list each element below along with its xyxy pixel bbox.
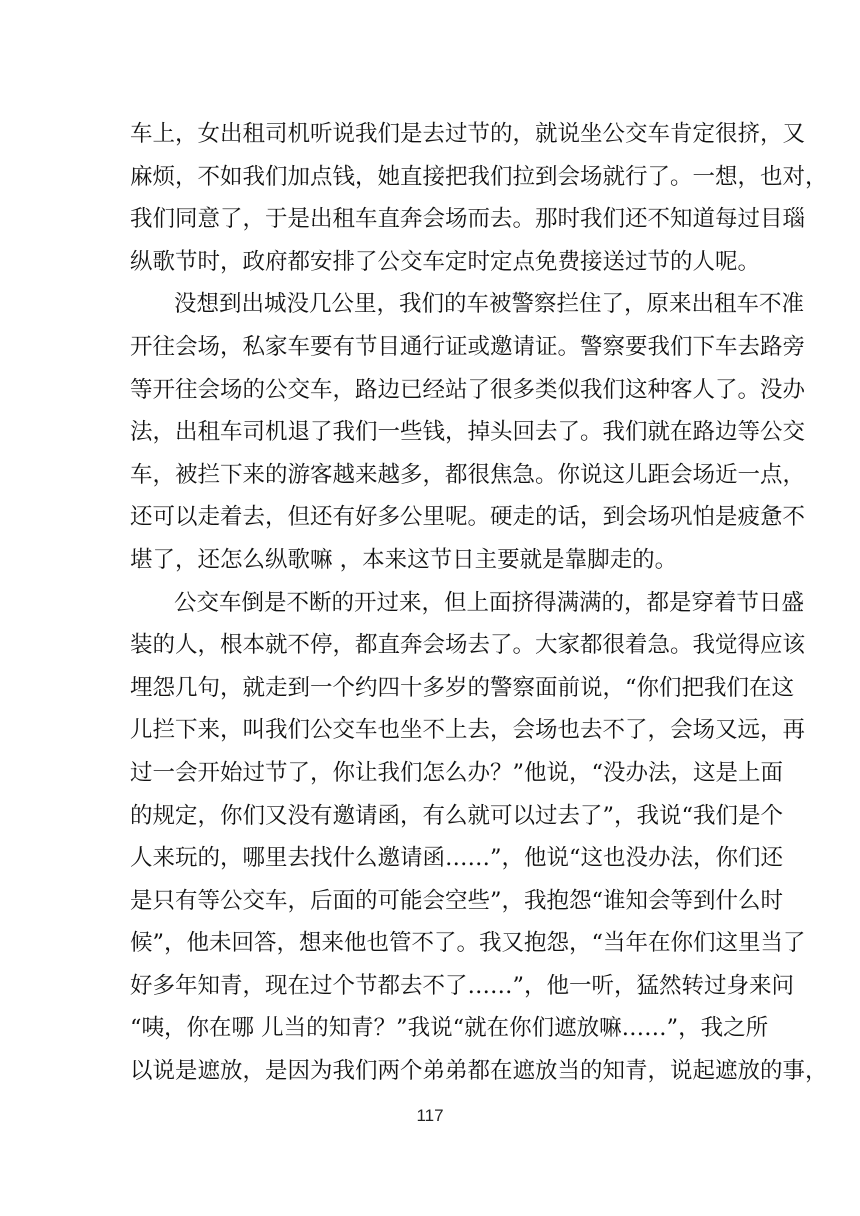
text-line: 的规定，你们又没有邀请函，有么就可以过去了”，我说“我们是个	[130, 802, 784, 829]
text-line: 还可以走着去，但还有好多公里呢。硬走的话，到会场巩怕是疲惫不	[130, 504, 806, 531]
text-line: 儿拦下来，叫我们公交车也坐不上去，会场也去不了，会场又远，再	[130, 717, 806, 744]
text-line: 麻烦，不如我们加点钱，她直接把我们拉到会场就行了。一想，也对，	[130, 163, 828, 190]
text-line: 人来玩的，哪里去找什么邀请函……”，他说“这也没办法，你们还	[130, 845, 784, 872]
text-line: 装的人，根本就不停，都直奔会场去了。大家都很着急。我觉得应该	[130, 632, 806, 659]
text-line: 是只有等公交车，后面的可能会空些”，我抱怨“谁知会等到什么时	[130, 887, 784, 914]
text-line: 纵歌节时，政府都安排了公交车定时定点免费接送过节的人呢。	[130, 248, 761, 275]
text-line: 等开往会场的公交车，路边已经站了很多类似我们这种客人了。没办	[130, 376, 806, 403]
text-line: 过一会开始过节了，你让我们怎么办？”他说，“没办法，这是上面	[130, 759, 784, 786]
text-line: 埋怨几句，就走到一个约四十多岁的警察面前说，“你们把我们在这	[130, 674, 795, 701]
text-line: 以说是遮放，是因为我们两个弟弟都在遮放当的知青，说起遮放的事，	[130, 1058, 828, 1085]
page-number: 117	[416, 1106, 444, 1125]
text-line: 候”，他未回答，想来他也管不了。我又抱怨，“当年在你们这里当了	[130, 930, 806, 957]
text-line: 公交车倒是不断的开过来，但上面挤得满满的，都是穿着节日盛	[174, 589, 805, 616]
text-line: 车，被拦下来的游客越来越多，都很焦急。你说这儿距会场近一点，	[130, 461, 806, 488]
text-line: 堪了，还怎么纵歌嘛 ，本来这节日主要就是靠脚走的。	[130, 546, 678, 573]
text-line: 车上，女出租司机听说我们是去过节的，就说坐公交车肯定很挤，又	[130, 121, 806, 147]
document-body	[130, 113, 828, 1093]
text-line: 法，出租车司机退了我们一些钱，掉头回去了。我们就在路边等公交	[130, 419, 806, 446]
text-line: 没想到出城没几公里，我们的车被警察拦住了，原来出租车不准	[174, 291, 805, 318]
text-line: 好多年知青，现在过个节都去不了……”，他一听，猛然转过身来问	[130, 972, 795, 999]
text-line: 我们同意了，于是出租车直奔会场而去。那时我们还不知道每过目瑙	[130, 206, 806, 233]
text-line: “咦，你在哪 儿当的知青？”我说“就在你们遮放嘛……”，我之所	[130, 1015, 769, 1042]
text-line: 开往会场，私家车要有节目通行证或邀请证。警察要我们下车去路旁	[130, 333, 806, 360]
